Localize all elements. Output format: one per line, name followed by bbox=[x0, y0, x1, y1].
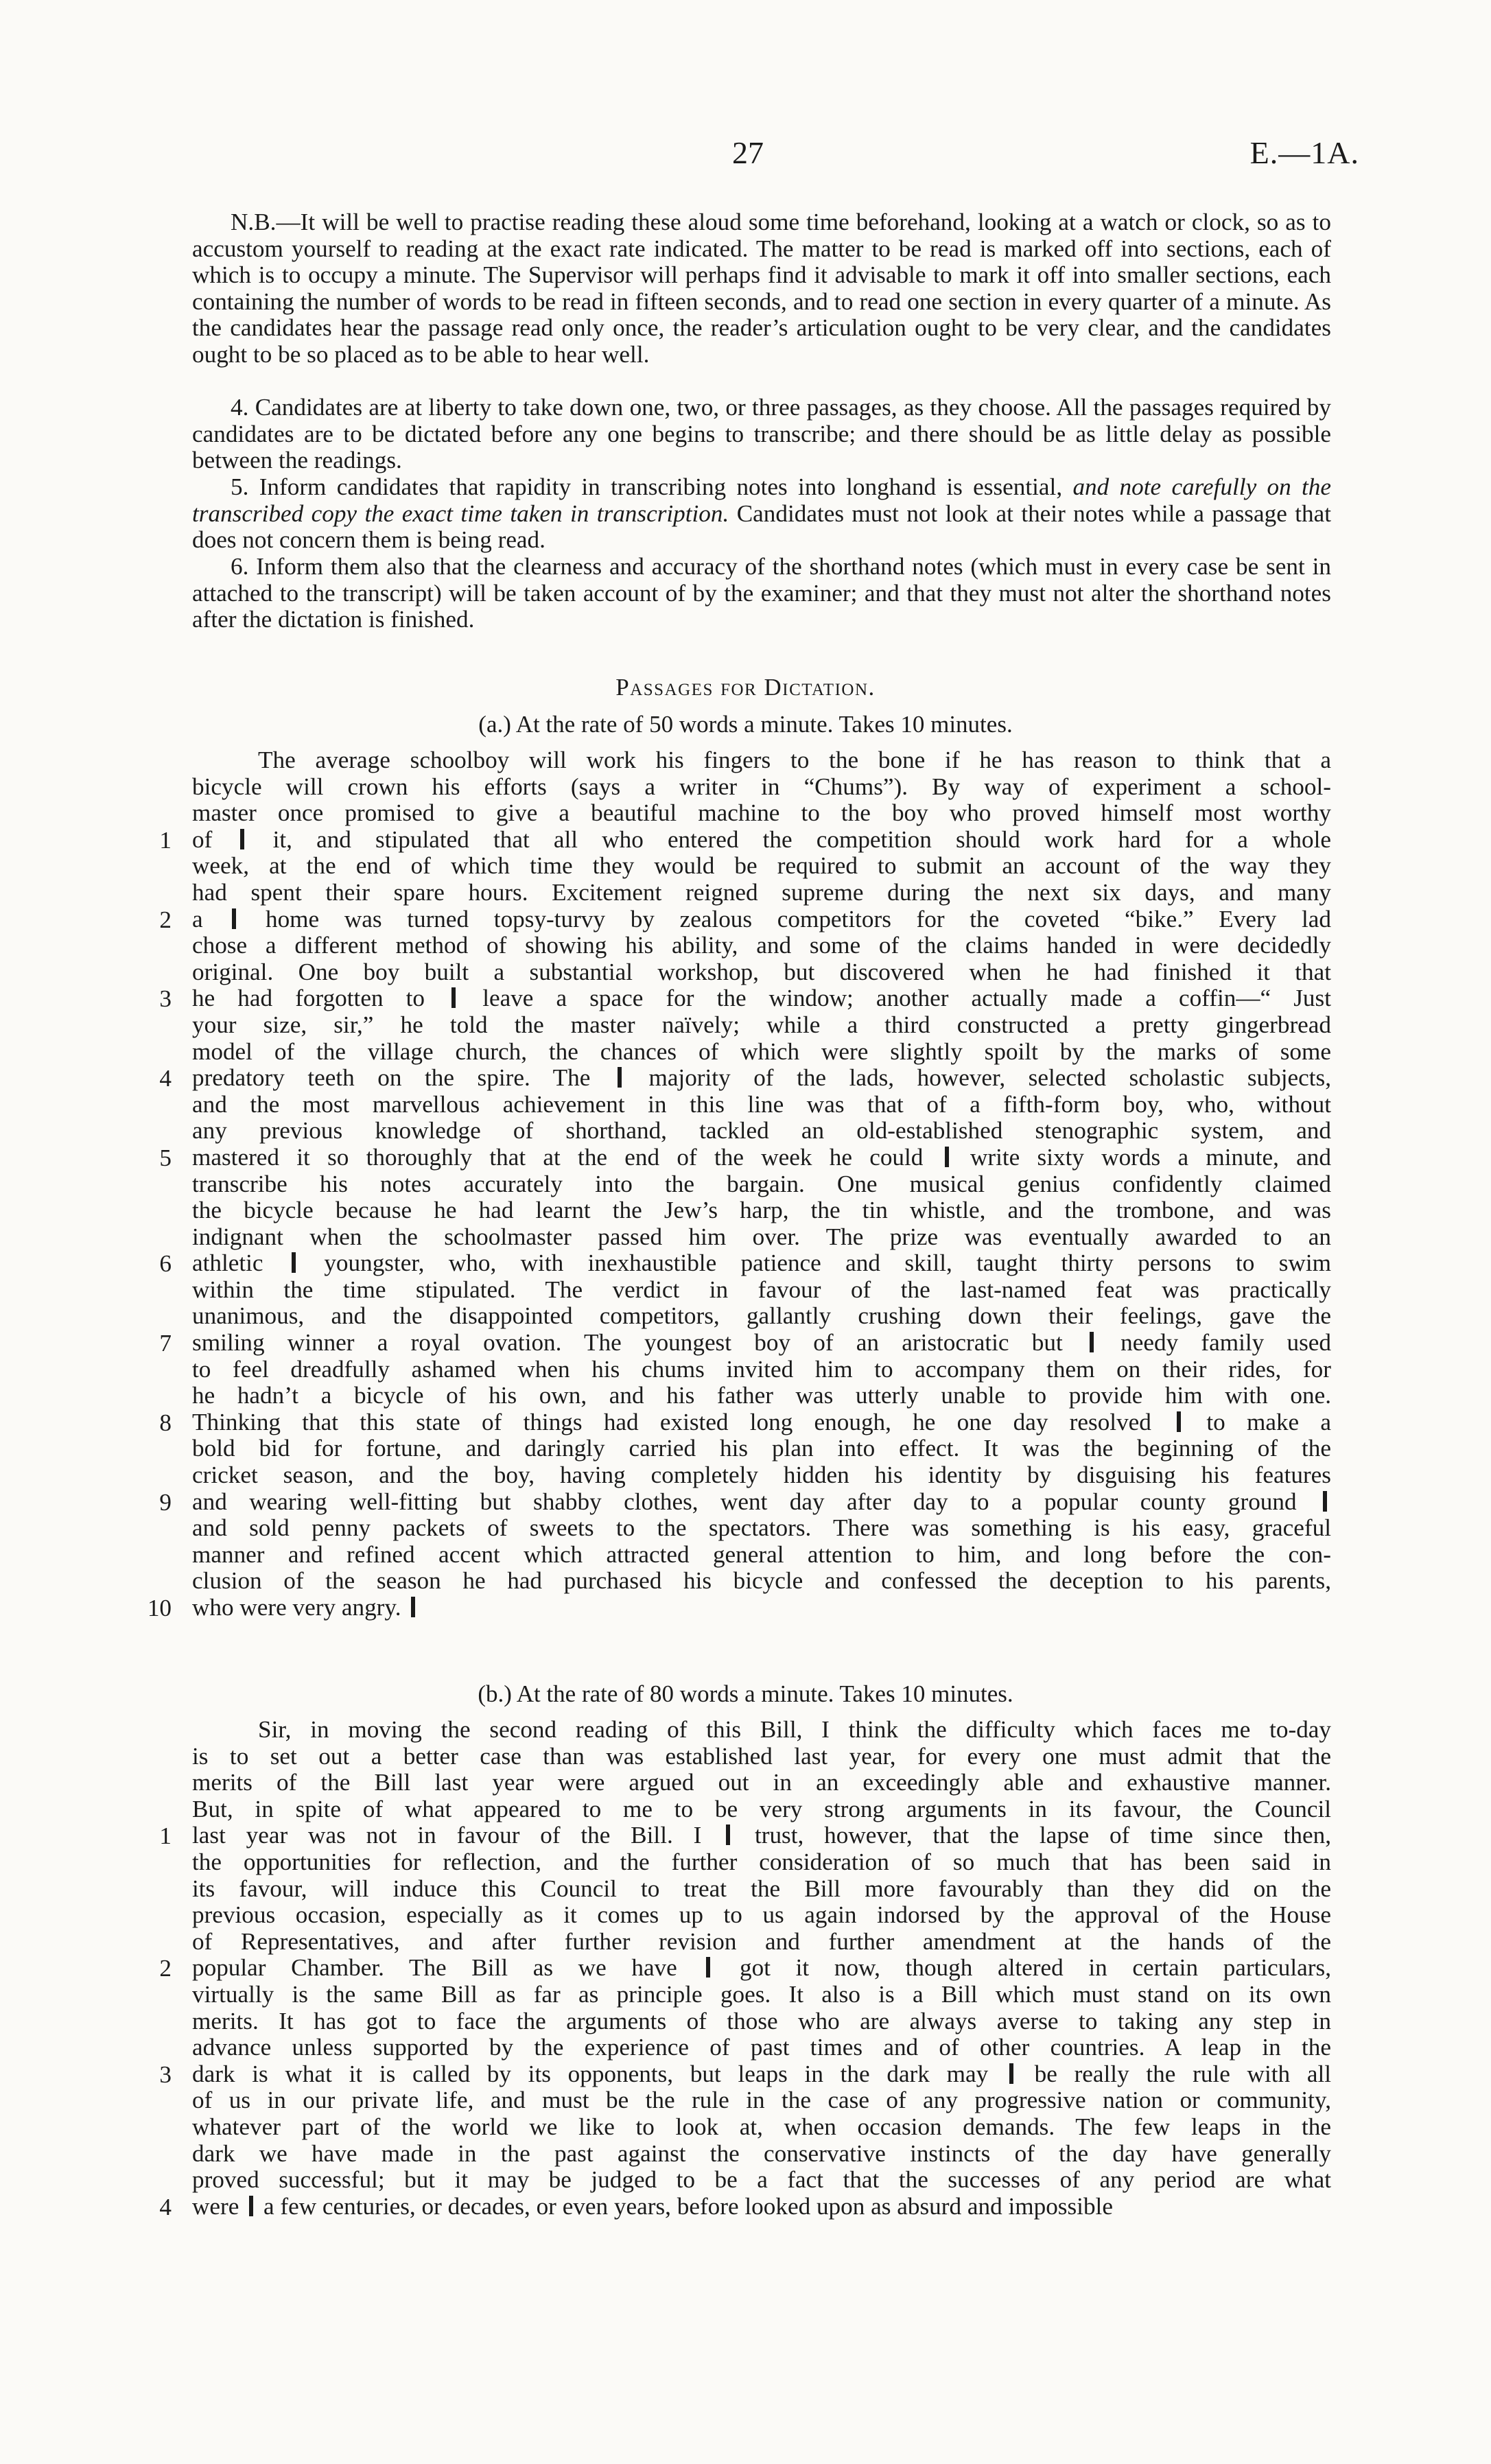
passage-line: dark is what it is called by its opponents, but leaps in the dark may be really the rule with all bbox=[192, 2060, 1331, 2087]
passage-line: proved successful; but it may be judged to be a fact that the successes of any period are what bbox=[192, 2166, 1331, 2194]
passage-line: its favour, will induce this Council to treat the Bill more favourably than they did on the bbox=[192, 1875, 1331, 1902]
minute-marker bbox=[292, 1252, 296, 1273]
line-number: 9 bbox=[159, 1488, 172, 1516]
passage-line: athletic youngster, who, with inexhaustible patience and skill, taught thirty persons to swim bbox=[192, 1249, 1331, 1277]
passage-line: cricket season, and the boy, having completely hidden his identity by disguising his features bbox=[192, 1462, 1331, 1489]
instruction-6: 6. Inform them also that the clearness and accuracy of the shorthand notes (which must in every case be sent in attached to the transcript) will be taken account of by the examiner; and that they must not alter the shorthand notes after the dictation is finished. bbox=[192, 553, 1331, 633]
minute-marker bbox=[1090, 1332, 1094, 1352]
passage-line: manner and refined accent which attracted general attention to him, and long before the con- bbox=[192, 1540, 1331, 1568]
passage-line: your size, sir,” he told the master naïvely; while a third constructed a pretty gingerbread bbox=[192, 1011, 1331, 1038]
line-number: 10 bbox=[147, 1595, 172, 1622]
passage-line: The average schoolboy will work his fingers to the bone if he has reason to think that a bbox=[258, 747, 1331, 773]
passage-line: But, in spite of what appeared to me to be very strong arguments in its favour, the Council bbox=[192, 1795, 1331, 1822]
passage-line: of us in our private life, and must be the rule in the case of any progressive nation or community, bbox=[192, 2087, 1331, 2114]
passage-line: and wearing well-fitting but shabby clothes, went day after day to a popular county ground bbox=[192, 1489, 1331, 1516]
document-reference: E.—1A. bbox=[1249, 135, 1359, 170]
instruction-5 bbox=[192, 474, 1331, 554]
passage-line: a home was turned topsy-turvy by zealous competitors for the coveted “bike.” Every lad bbox=[192, 905, 1331, 932]
passage-line: transcribe his notes accurately into the bargain. One musical genius confidently claimed bbox=[192, 1170, 1331, 1197]
passage-line: popular Chamber. The Bill as we have got it now, though altered in certain particulars, bbox=[192, 1954, 1331, 1982]
passage-line: indignant when the schoolmaster passed him over. The prize was eventually awarded to an bbox=[192, 1223, 1331, 1250]
line-number: 5 bbox=[159, 1145, 172, 1171]
passage-line: original. One boy built a substantial workshop, but discovered when he had finished it that bbox=[192, 958, 1331, 985]
passage-line: bicycle will crown his efforts (says a writer in “Chums”). By way of experiment a school- bbox=[192, 773, 1331, 800]
passage-line: Thinking that this state of things had existed long enough, he one day resolved to make a bbox=[192, 1408, 1332, 1435]
passage-line: smiling winner a royal ovation. The youngest boy of an aristocratic but needy family used bbox=[192, 1329, 1331, 1357]
passage-line: any previous knowledge of shorthand, tackled an old-established stenographic system, and bbox=[192, 1117, 1331, 1145]
passage-line: mastered it so thoroughly that at the end of the week he could write sixty words a minute, and bbox=[192, 1143, 1331, 1171]
passage-line: predatory teeth on the spire. The majority of the lads, however, selected scholastic subjects, bbox=[192, 1064, 1331, 1092]
passage-line: he had forgotten to leave a space for the window; another actually made a coffin—“ Just bbox=[192, 985, 1331, 1012]
passage-line: week, at the end of which time they would be required to submit an account of the way they bbox=[192, 852, 1331, 880]
passage-line: and sold penny packets of sweets to the spectators. There was something is his easy, graceful bbox=[192, 1514, 1331, 1542]
section-title: Passages for Dictation. bbox=[615, 674, 876, 701]
minute-marker bbox=[240, 829, 244, 849]
passage-line: of Representatives, and after further revision and further amendment at the hands of the bbox=[192, 1927, 1331, 1955]
passage-line: to feel dreadfully ashamed when his chums invited him to accompany them on their rides, for bbox=[192, 1355, 1331, 1383]
line-number: 1 bbox=[159, 826, 172, 854]
passage-a bbox=[192, 747, 1331, 1621]
line-number: 1 bbox=[159, 1822, 172, 1850]
line-number: 4 bbox=[159, 1065, 172, 1092]
minute-marker bbox=[726, 1824, 730, 1845]
passage-line: were a few centuries, or decades, or even years, before looked upon as absurd and impossible bbox=[192, 2192, 1113, 2220]
passage-line: last year was not in favour of the Bill. I trust, however, that the lapse of time since then, bbox=[192, 1822, 1332, 1849]
passage-line: had spent their spare hours. Excitement reigned supreme during the next six days, and many bbox=[192, 878, 1331, 906]
passage-line: chose a different method of showing his ability, and some of the claims handed in were decidedly bbox=[192, 932, 1331, 959]
line-number: 2 bbox=[159, 1955, 172, 1982]
passage-line: clusion of the season he had purchased his bicycle and confessed the deception to his parents, bbox=[192, 1567, 1331, 1595]
line-number: 8 bbox=[159, 1409, 172, 1436]
passage-line: and the most marvellous achievement in this line was that of a fifth-form boy, who, without bbox=[192, 1090, 1331, 1118]
passage-line: previous occasion, especially as it comes up to us again indorsed by the approval of the House bbox=[192, 1901, 1331, 1929]
line-number: 4 bbox=[159, 2193, 172, 2220]
minute-marker bbox=[451, 987, 456, 1008]
passage-line: the bicycle because he had learnt the Jew’s harp, the tin whistle, and the trombone, and was bbox=[192, 1197, 1331, 1224]
nb-paragraph: N.B.—It will be well to practise reading these aloud some time beforehand, looking at a watch or clock, so as to accustom yourself to reading at the exact rate indicated. The matter to be read is marked off into sections, each of which is to occupy a minute. The Supervisor will perhaps find it advisable to mark it off into smaller sections, each containing the number of words to be read in fifteen seconds, and to read one section in every quarter of a minute. As the candidates hear the passage read only once, the reader’s articulation ought to be very clear, and the candidates ought to be so placed as to be able to hear well. bbox=[192, 209, 1331, 368]
passage-line: master once promised to give a beautiful machine to the boy who proved himself most worthy bbox=[192, 799, 1331, 827]
instruction-5-text-c: Candidates must not look at their notes while a passage that does not concern them is being read. bbox=[192, 500, 1331, 554]
page-number: 27 bbox=[732, 135, 764, 170]
passage-line: Sir, in moving the second reading of this Bill, I think the difficulty which faces me to-day bbox=[258, 1716, 1331, 1743]
minute-marker bbox=[1009, 2063, 1013, 2084]
minute-marker bbox=[945, 1147, 949, 1167]
passage-line: dark we have made in the past against the conservative instincts of the day have generally bbox=[192, 2139, 1331, 2167]
instruction-4: 4. Candidates are at liberty to take down one, two, or three passages, as they choose. All the passages required by candidates are to be dictated before any one begins to transcribe; and there should be as little delay as possible between the readings. bbox=[192, 394, 1331, 474]
line-number: 3 bbox=[159, 2061, 172, 2088]
minute-marker bbox=[249, 2196, 253, 2216]
passage-line: he hadn’t a bicycle of his own, and his father was utterly unable to provide him with one. bbox=[192, 1382, 1331, 1409]
minute-marker bbox=[618, 1067, 622, 1088]
passage-line: merits. It has got to face the arguments of those who are always averse to taking any step in bbox=[192, 2007, 1331, 2034]
line-number: 6 bbox=[159, 1250, 172, 1278]
minute-marker bbox=[1323, 1491, 1327, 1512]
instruction-5-text-a: 5. Inform candidates that rapidity in transcribing notes into longhand is essential, bbox=[231, 473, 1063, 500]
minute-marker bbox=[232, 908, 236, 929]
passage-b-heading: (b.) At the rate of 80 words a minute. Takes 10 minutes. bbox=[478, 1680, 1013, 1707]
instruction-5-emphasis: and note carefully on the transcribed copy the exact time taken in transcription. bbox=[192, 473, 1332, 527]
passage-a-heading: (a.) At the rate of 50 words a minute. Takes 10 minutes. bbox=[478, 711, 1013, 738]
minute-marker bbox=[706, 1957, 710, 1978]
passage-line: whatever part of the world we like to look at, when occasion demands. The few leaps in the bbox=[192, 2113, 1331, 2140]
passage-line: the opportunities for reflection, and the further consideration of so much that has been said in bbox=[192, 1848, 1331, 1875]
passage-line: who were very angry. bbox=[192, 1595, 1331, 1621]
passage-line: unanimous, and the disappointed competitors, gallantly crushing down their feelings, gave the bbox=[192, 1302, 1331, 1330]
passage-line: of it, and stipulated that all who entered the competition should work hard for a whole bbox=[192, 825, 1331, 853]
line-number: 7 bbox=[159, 1330, 172, 1357]
minute-marker bbox=[411, 1597, 415, 1617]
passage-b bbox=[192, 1717, 1331, 2220]
passage-line: model of the village church, the chances of which were slightly spoilt by the marks of some bbox=[192, 1037, 1331, 1065]
passage-line: advance unless supported by the experience of past times and of other countries. A leap in the bbox=[192, 2034, 1331, 2061]
passage-line: bold bid for fortune, and daringly carried his plan into effect. It was the beginning of the bbox=[192, 1435, 1331, 1462]
passage-line: merits of the Bill last year were argued out in an exceedingly able and exhaustive manner. bbox=[192, 1769, 1331, 1796]
line-number: 3 bbox=[159, 985, 172, 1013]
minute-marker bbox=[1177, 1411, 1181, 1432]
line-number: 2 bbox=[159, 906, 172, 933]
passage-line: virtually is the same Bill as far as principle goes. It also is a Bill which must stand on its own bbox=[192, 1980, 1331, 2008]
passage-line: is to set out a better case than was established last year, for every one must admit that the bbox=[192, 1742, 1331, 1770]
passage-line: within the time stipulated. The verdict in favour of the last-named feat was practically bbox=[192, 1276, 1331, 1303]
